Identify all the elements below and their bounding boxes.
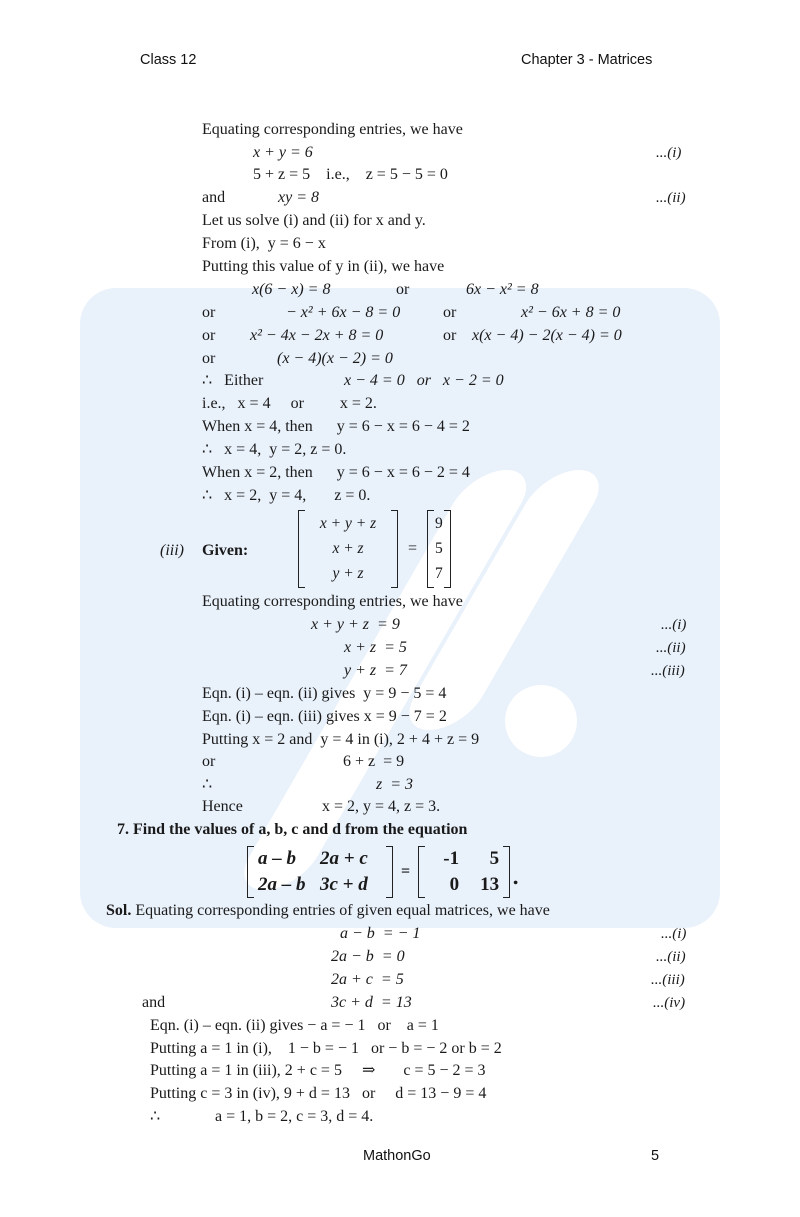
step-prefix: or <box>202 327 216 344</box>
and-label: and <box>202 189 226 206</box>
step-line: Putting x = 2 and y = 4 in (i), 2 + 4 + z = 9 <box>202 731 480 748</box>
putting-line: Putting this value of y in (ii), we have <box>202 258 445 275</box>
either-equations: x − 4 = 0 or x − 2 = 0 <box>344 372 504 389</box>
step-line: 6 + z = 9 <box>343 753 405 770</box>
footer-brand: MathonGo <box>363 1148 431 1164</box>
step-line: Putting c = 3 in (iv), 9 + d = 13 or d = 13 − 9 = 4 <box>150 1085 487 1102</box>
matrix-entry: -1 <box>443 848 460 869</box>
right-bracket <box>386 846 393 898</box>
step-left: − x² + 6x − 8 = 0 <box>286 304 401 321</box>
given-label: Given: <box>202 542 249 559</box>
period: . <box>512 865 520 889</box>
left-bracket <box>427 510 434 588</box>
equation-z: 5 + z = 5 i.e., z = 5 − 5 = 0 <box>253 166 448 183</box>
equation-tag: ...(iii) <box>651 972 685 988</box>
when-x4: When x = 4, then y = 6 − x = 6 − 4 = 2 <box>202 418 470 435</box>
equation-tag: ...(iv) <box>653 995 686 1011</box>
step-line: z = 3 <box>376 776 414 793</box>
matrix-entry: 13 <box>480 874 500 895</box>
matrix-entry: 9 <box>435 514 443 532</box>
left-bracket <box>247 846 254 898</box>
therefore-symbol: ∴ <box>202 776 213 793</box>
matrix-entry: 5 <box>435 539 443 557</box>
right-bracket <box>391 510 398 588</box>
step-left: (x − 4)(x − 2) = 0 <box>277 350 393 367</box>
step-right: x² − 6x + 8 = 0 <box>521 304 621 321</box>
step-right: 6x − x² = 8 <box>466 281 539 298</box>
matrix-entry: 5 <box>489 848 500 869</box>
right-bracket <box>503 846 510 898</box>
therefore-symbol: ∴ <box>150 1108 161 1125</box>
step-or: or <box>443 304 457 321</box>
matrix-entry: x + z <box>332 539 364 557</box>
matrix-entry: y + z <box>332 565 364 583</box>
matrix-entry: 3c + d <box>320 874 368 895</box>
step-prefix: or <box>202 350 216 367</box>
right-bracket <box>444 510 451 588</box>
step-right: x(x − 4) − 2(x − 4) = 0 <box>472 327 622 344</box>
page-number: 5 <box>651 1148 660 1164</box>
step-line: Eqn. (i) – eqn. (ii) gives y = 9 − 5 = 4 <box>202 685 447 702</box>
ie-line: i.e., x = 4 or x = 2. <box>202 395 377 412</box>
matrix-entry: 2a + c <box>320 848 368 869</box>
rhs-column-matrix <box>434 511 444 587</box>
matrix-entry: 7 <box>435 565 443 583</box>
step-left: x² − 4x − 2x + 8 = 0 <box>250 327 384 344</box>
lhs-matrix <box>254 848 386 896</box>
matrix-entry: 0 <box>449 874 460 895</box>
result-x2: ∴ x = 2, y = 4, z = 0. <box>202 487 371 504</box>
question-7-title: 7. Find the values of a, b, c and d from the equation <box>117 821 468 838</box>
part-iii-label: (iii) <box>160 542 184 559</box>
equation-iii: y + z = 7 <box>344 662 407 679</box>
equation-tag: ...(ii) <box>656 190 686 206</box>
when-x2: When x = 2, then y = 6 − x = 6 − 2 = 4 <box>202 464 470 481</box>
watermark-dot <box>505 685 577 757</box>
from-line: From (i), y = 6 − x <box>202 235 326 252</box>
final-result: x = 2, y = 4, z = 3. <box>322 798 441 815</box>
step-or: or <box>443 327 457 344</box>
step-left: x(6 − x) = 8 <box>252 281 331 298</box>
given-matrix-equation <box>298 510 451 588</box>
intro-line: Equating corresponding entries, we have <box>202 121 463 138</box>
step-or: or <box>396 281 410 298</box>
sol-label: Sol. <box>106 902 132 919</box>
intro-line: Equating corresponding entries, we have <box>202 593 463 610</box>
step-line: Putting a = 1 in (i), 1 − b = − 1 or − b = − 2 or b = 2 <box>150 1040 502 1057</box>
final-answer: a = 1, b = 2, c = 3, d = 4. <box>215 1108 374 1125</box>
equation-tag: ...(ii) <box>656 640 686 656</box>
equation-tag: ...(ii) <box>656 949 686 965</box>
and-label: and <box>142 994 166 1011</box>
step-line: Eqn. (i) – eqn. (ii) gives − a = − 1 or a = 1 <box>150 1017 439 1034</box>
result-x4: ∴ x = 4, y = 2, z = 0. <box>202 441 347 458</box>
equation-tag: ...(i) <box>661 617 687 633</box>
header-class: Class 12 <box>140 52 197 68</box>
equation-ii: xy = 8 <box>278 189 319 206</box>
step-prefix: or <box>202 753 216 770</box>
either-label: ∴ Either <box>202 372 264 389</box>
equals-sign: = <box>408 540 418 557</box>
left-bracket <box>298 510 305 588</box>
hence-label: Hence <box>202 798 243 815</box>
header-chapter: Chapter 3 - Matrices <box>521 52 653 68</box>
lhs-column-matrix <box>305 511 391 587</box>
equation-i: a − b = − 1 <box>340 925 421 942</box>
sol-text: Equating corresponding entries of given equal matrices, we have <box>131 902 550 919</box>
step-prefix: or <box>202 304 216 321</box>
solution-line <box>106 901 550 921</box>
matrix-entry: a – b <box>258 848 296 869</box>
equation-tag: ...(iii) <box>651 663 685 679</box>
solve-line: Let us solve (i) and (ii) for x and y. <box>202 212 426 229</box>
equation-ii: 2a − b = 0 <box>331 948 405 965</box>
equation-tag: ...(i) <box>661 926 687 942</box>
matrix-entry: 2a – b <box>258 874 306 895</box>
equation-i: x + y + z = 9 <box>311 616 400 633</box>
step-line: Putting a = 1 in (iii), 2 + c = 5 ⇒ c = 5 − 2 = 3 <box>150 1062 486 1079</box>
equation-tag: ...(i) <box>656 145 682 161</box>
step-line: Eqn. (i) – eqn. (iii) gives x = 9 − 7 = 2 <box>202 708 447 725</box>
equation-ii: x + z = 5 <box>344 639 407 656</box>
rhs-matrix <box>425 848 503 896</box>
equals-sign: = <box>401 863 411 880</box>
question-7-matrix-equation <box>247 846 519 898</box>
equation-iii: 2a + c = 5 <box>331 971 404 988</box>
equation-iv: 3c + d = 13 <box>331 994 412 1011</box>
equation-i: x + y = 6 <box>253 144 313 161</box>
left-bracket <box>418 846 425 898</box>
matrix-entry: x + y + z <box>319 514 377 532</box>
